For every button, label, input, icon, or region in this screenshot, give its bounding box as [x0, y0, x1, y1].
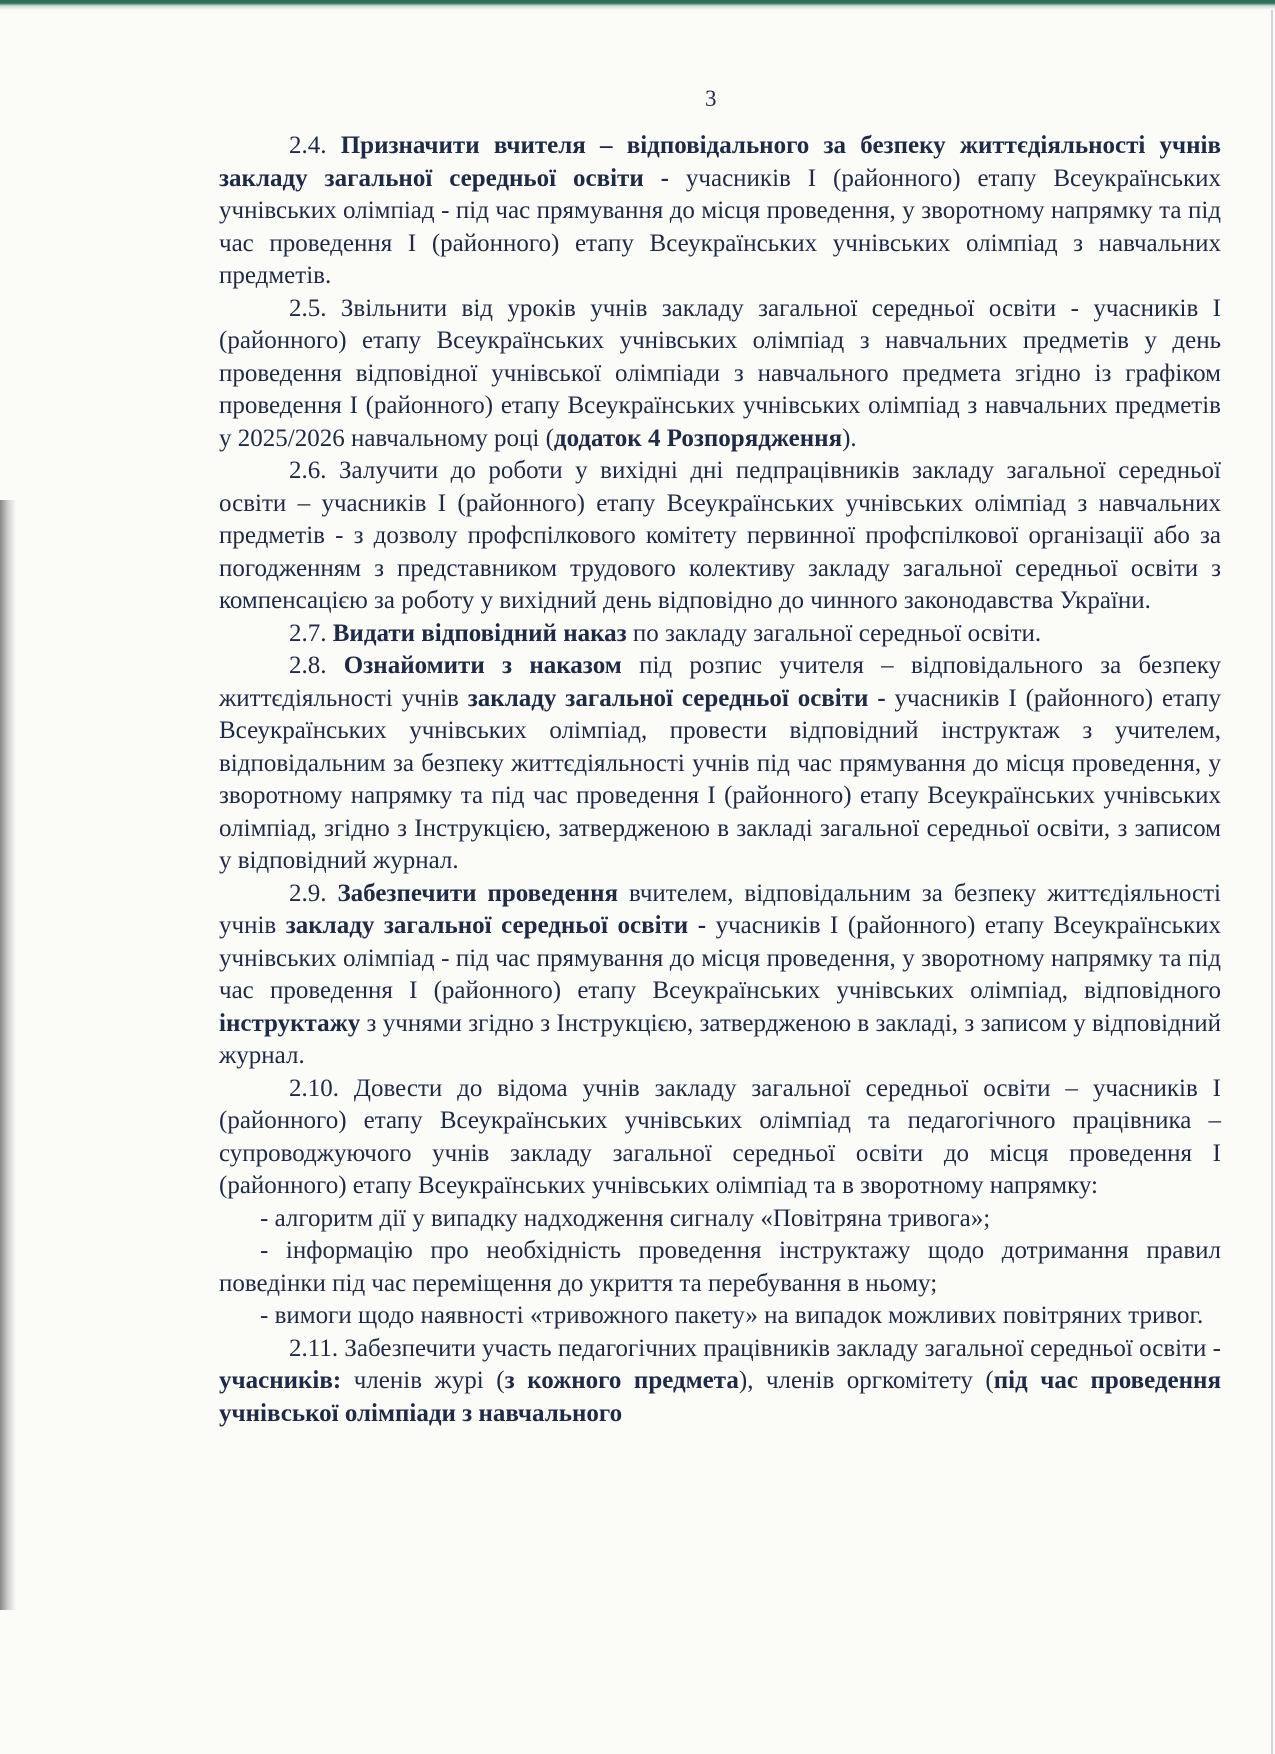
- text-segment: 2.6. Залучити до роботи у вихідні дні педпрацівників закладу загальної середньої освіти – учасників І (районного) етапу Всеукраїнських учнівських олімпіад з навчальних предметів - з дозволу профспілкового комітету первинної профспілкової організації або за погодженням з представником трудового колективу закладу загальної середньої освіти з компенсацією за роботу у вихідний день відповідно до чинного законодавства України.: [219, 457, 1221, 614]
- bold-text: Призначити вчителя – відповідального за безпеку життєдіяльності учнів закладу загальної середньої освіти -: [219, 132, 1221, 192]
- text-segment: 2.11. Забезпечити участь педагогічних працівників закладу загальної середньої освіти -: [289, 1334, 1221, 1362]
- bold-text: Видати відповідний наказ: [332, 619, 627, 647]
- list-item: [219, 1203, 1221, 1236]
- bold-text: під час проведення учнівської олімпіади з навчального: [219, 1367, 1221, 1427]
- page-number: 3: [705, 86, 717, 111]
- paragraph: [219, 293, 1221, 456]
- text-segment: ), членів оргкомітету (: [738, 1367, 994, 1394]
- text-segment: 2.9.: [289, 879, 338, 907]
- bold-text: з кожного предмета: [504, 1367, 739, 1394]
- bold-text: закладу загальної середньої освіти -: [285, 912, 707, 939]
- text-segment: 2.7.: [289, 619, 333, 647]
- text-segment: - алгоритм дії у випадку надходження сигналу «Повітряна тривога»;: [260, 1204, 991, 1232]
- paragraph: [219, 1333, 1221, 1431]
- text-segment: членів журі (: [341, 1367, 505, 1394]
- bold-text: учасників:: [219, 1367, 342, 1394]
- paragraph: [219, 1073, 1221, 1203]
- scan-left-shadow: [0, 500, 16, 1610]
- bold-text: закладу загальної середньої освіти -: [467, 684, 886, 712]
- paragraph: [219, 455, 1221, 618]
- paragraph: [219, 130, 1221, 293]
- text-segment: учасників І (районного) етапу Всеукраїнських учнівських олімпіад, провести відповідний інструктаж з учителем, відповідальним за безпеку життєдіяльності учнів під час прямування до місця проведення, у зворотному напрямку та під час проведення І (районного) етапу Всеукраїнських учнівських олімпіад, згідно з Інструкцією, затвердженою в закладі загальної середньої освіти, з записом у відповідний журнал.: [219, 684, 1222, 874]
- text-segment: 2.8.: [289, 652, 344, 679]
- paragraph: [219, 878, 1221, 1073]
- text-segment: по закладу загальної середньої освіти.: [626, 619, 1042, 647]
- list-item: [219, 1300, 1221, 1333]
- scan-top-edge: [0, 0, 1275, 10]
- scan-right-edge: [1271, 10, 1273, 1754]
- text-segment: - інформацію про необхідність проведення інструктажу щодо дотримання правил поведінки під час переміщення до укриття та перебування в ньому;: [219, 1237, 1221, 1297]
- text-segment: з учнями згідно з Інструкцією, затвердженою в закладі, з записом у відповідний журнал.: [219, 1009, 1221, 1069]
- text-segment: під розпис учителя – відповідального за безпеку життєдіяльності учнів: [219, 652, 1221, 712]
- text-segment: 2.5. Звільнити від уроків учнів закладу загальної середньої освіти - учасників І (районного) етапу Всеукраїнських учнівських олімпіад з навчальних предметів у день проведення відповідної учнівської олімпіади з навчального предмета згідно із графіком проведення І (районного) етапу Всеукраїнських учнівських олімпіад з навчальних предметів у 2025/2026 навчальному році (: [219, 294, 1221, 452]
- text-segment: - вимоги щодо наявності «тривожного пакету» на випадок можливих повітряних тривог.: [260, 1302, 1204, 1329]
- paragraph: [219, 650, 1221, 878]
- bold-text: інструктажу: [219, 1009, 361, 1037]
- paragraph: [219, 618, 1221, 651]
- list-item: [219, 1235, 1221, 1300]
- text-segment: ).: [842, 424, 857, 452]
- text-segment: учасників І (районного) етапу Всеукраїнських учнівських олімпіад - під час прямування до місця проведення, у зворотному напрямку та під час проведення І (районного) етапу Всеукраїнських учнівських олімпіад з навчальних предметів.: [219, 164, 1221, 289]
- text-segment: вчителем, відповідальним за безпеку життєдіяльності учнів: [219, 879, 1221, 939]
- bold-text: Забезпечити проведення: [337, 879, 619, 907]
- text-segment: 2.4.: [289, 132, 341, 159]
- document-body: [219, 130, 1221, 1430]
- bold-text: додаток 4 Розпорядження: [553, 424, 843, 452]
- text-segment: 2.10. Довести до відома учнів закладу загальної середньої освіти – учасників І (районного) етапу Всеукраїнських учнівських олімпіад та педагогічного працівника – супроводжуючого учнів закладу загальної середньої освіти до місця проведення І (районного) етапу Всеукраїнських учнівських олімпіад та в зворотному напрямку:: [219, 1074, 1221, 1199]
- text-segment: учасників І (районного) етапу Всеукраїнських учнівських олімпіад - під час прямування до місця проведення, у зворотному напрямку та під час проведення І (районного) етапу Всеукраїнських учнівських олімпіад, відповідного: [219, 912, 1222, 1004]
- bold-text: Ознайомити з наказом: [343, 652, 622, 679]
